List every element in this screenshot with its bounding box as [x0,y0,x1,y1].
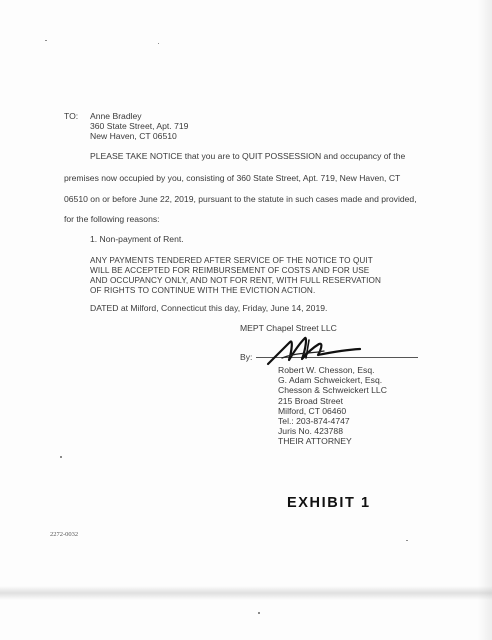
payment-clause-line-2: WILL BE ACCEPTED FOR REIMBURSEMENT OF COSTS AND FOR USE [90,266,370,275]
scan-speck [60,456,62,458]
notice-line-2: premises now occupied by you, consisting of 360 State Street, Apt. 719, New Haven, CT [64,173,401,183]
notice-line-4: for the following reasons: [64,214,160,224]
attorney-line-3: Chesson & Schweickert LLC [278,385,387,395]
scan-bottom-streak [0,586,492,600]
recipient-street: 360 State Street, Apt. 719 [90,121,189,131]
notice-line-3: 06510 on or before June 22, 2019, pursuant to the statute in such cases made and provided, [64,194,417,204]
dated-line: DATED at Milford, Connecticut this day, Friday, June 14, 2019. [90,303,328,313]
attorney-line-2: G. Adam Schweickert, Esq. [278,375,383,385]
recipient-name: Anne Bradley [90,111,142,121]
attorney-line-4: 215 Broad Street [278,396,343,406]
attorney-line-7: Juris No. 423788 [278,426,343,436]
payment-clause-line-3: AND OCCUPANCY ONLY, AND NOT FOR RENT, WITH FULL RESERVATION [90,276,381,285]
handwritten-signature [262,328,372,370]
scan-speck [158,43,159,44]
attorney-line-6: Tel.: 203-874-4747 [278,416,350,426]
payment-clause-line-1: ANY PAYMENTS TENDERED AFTER SERVICE OF THE NOTICE TO QUIT [90,256,373,265]
notice-line-1: PLEASE TAKE NOTICE that you are to QUIT POSSESSION and occupancy of the [90,151,406,161]
exhibit-label: EXHIBIT 1 [287,495,371,511]
to-label: TO: [64,111,79,121]
by-label: By: [240,352,253,362]
scan-edge-shadow [478,0,492,640]
attorney-line-5: Milford, CT 06460 [278,406,347,416]
scan-speck [45,40,47,41]
payment-clause-line-4: OF RIGHTS TO CONTINUE WITH THE EVICTION ACTION. [90,286,316,295]
recipient-city: New Haven, CT 06510 [90,131,177,141]
scan-speck [406,540,408,541]
reason-item: 1. Non-payment of Rent. [90,234,184,244]
scan-speck [258,612,260,614]
landlord-name: MEPT Chapel Street LLC [240,323,337,333]
document-number: 2272-0032 [50,531,79,538]
attorney-line-1: Robert W. Chesson, Esq. [278,365,375,375]
attorney-line-8: THEIR ATTORNEY [278,436,352,446]
